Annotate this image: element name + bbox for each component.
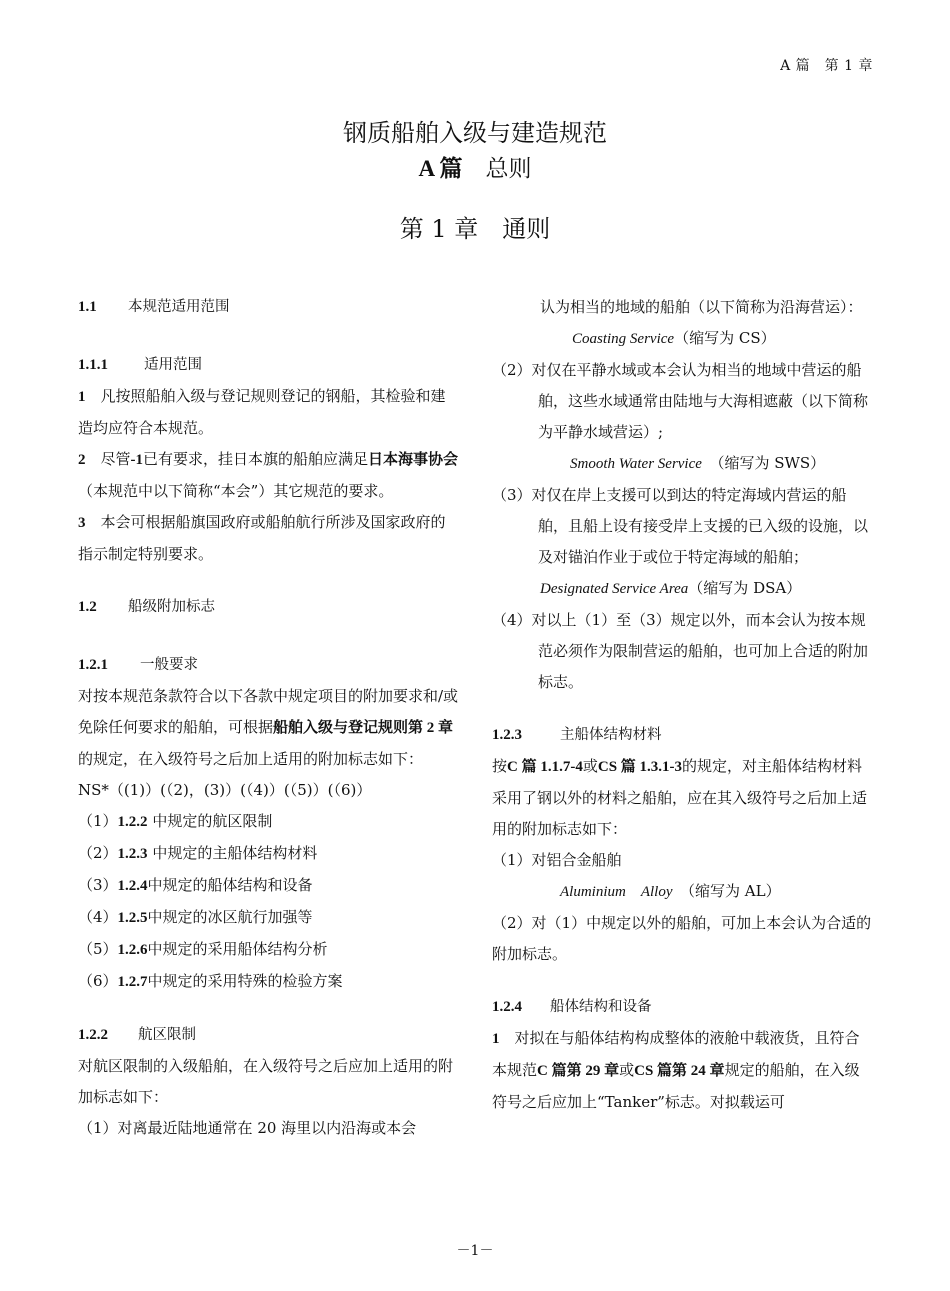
notation-item: （3）1.2.4中规定的船体结构和设备 [78, 876, 313, 894]
section-1-1-1-heading: 1.1.1 适用范围 [78, 357, 202, 373]
document-title: 钢质船舶入级与建造规范 [343, 119, 607, 147]
section-1-2-1-heading: 1.2.1 一般要求 [78, 657, 198, 673]
running-head: A 篇 第 1 章 [780, 58, 873, 74]
notation-item: （2）1.2.3 中规定的主船体结构材料 [78, 844, 318, 862]
part-title [0, 150, 950, 188]
material-item-1: （1）对铝合金船舶 [492, 851, 622, 869]
aluminium-notation: Aluminium Alloy （缩写为 AL） [560, 882, 781, 900]
notation-item: （6）1.2.7中规定的采用特殊的检验方案 [78, 972, 343, 990]
restriction-item-1: （1）对离最近陆地通常在 20 海里以内沿海或本会 [78, 1119, 417, 1137]
restriction-item-4: （4）对以上（1）至（3）规定以外，而本会认为按本规范必须作为限制营运的船舶，也可加上合适的附加标志。 [492, 611, 869, 691]
paragraph-1: 1 凡按照船舶入级与登记规则登记的钢船，其检验和建造均应符合本规范。 [78, 387, 446, 437]
designated-area-notation: Designated Service Area（缩写为 DSA） [540, 579, 802, 597]
material-item-2: （2）对（1）中规定以外的船舶，可加上本会认为合适的附加标志。 [492, 914, 872, 963]
right-column [492, 292, 874, 1118]
restriction-paragraph: 对航区限制的入级船舶，在入级符号之后应加上适用的附加标志如下： [78, 1057, 454, 1106]
title-block [0, 116, 950, 249]
equipment-paragraph-1: 1 对拟在与船体结构构成整体的液舱中载液货，且符合本规范C 篇第 29 章或CS 篇第 24 章规定的船舶，在入级符号之后应加上“Tanker”标志。对拟载运可 [492, 1029, 860, 1111]
notation-item: （5）1.2.6中规定的采用船体结构分析 [78, 940, 328, 958]
part-name: 总则 [485, 156, 532, 182]
section-1-2-2-heading: 1.2.2 航区限制 [78, 1027, 196, 1043]
chapter-title: 第 1 章 通则 [399, 215, 551, 243]
section-1-2-4-heading: 1.2.4 船体结构和设备 [492, 999, 652, 1015]
restriction-item-3: （3）对仅在岸上支援可以到达的特定海域内营运的船舶，且船上设有接受岸上支援的已入级的设施，以及对锚泊作业于或位于特定海域的船舶； [492, 486, 869, 566]
paragraph-3: 3 本会可根据船旗国政府或船舶航行所涉及国家政府的指示制定特别要求。 [78, 513, 446, 563]
section-1-2-heading: 1.2 船级附加标志 [78, 599, 215, 615]
section-1-2-3-heading: 1.2.3 主船体结构材料 [492, 727, 662, 743]
notation-item: （4）1.2.5中规定的冰区航行加强等 [78, 908, 313, 926]
coasting-service-notation: Coasting Service（缩写为 CS） [572, 329, 776, 347]
left-column [78, 292, 460, 1144]
notation-item: （1）1.2.2 中规定的航区限制 [78, 812, 273, 830]
paragraph-2: 2 尽管-1已有要求，挂日本旗的船舶应满足日本海事协会（本规范中以下简称“本会”）其它规范的要求。 [78, 450, 459, 500]
material-paragraph: 按C 篇 1.1.7-4或CS 篇 1.3.1-3的规定，对主船体结构材料采用了钢以外的材料之船舶，应在其入级符号之后加上适用的附加标志如下： [492, 757, 868, 838]
part-label: A 篇 [418, 156, 463, 181]
smooth-water-notation: Smooth Water Service （缩写为 SWS） [570, 454, 826, 472]
general-paragraph: 对按本规范条款符合以下各款中规定项目的附加要求和/或免除任何要求的船舶，可根据船舶入级与登记规则第 2 章的规定，在入级符号之后加上适用的附加标志如下： [78, 687, 459, 768]
page-number: －1－ [456, 1243, 494, 1259]
restriction-item-2: （2）对仅在平静水域或本会认为相当的地域中营运的船舶，这些水域通常由陆地与大海相遮蔽（以下简称为平静水域营运）; [492, 361, 869, 441]
restriction-item-1-continued: 认为相当的地域的船舶（以下简称为沿海营运）： [540, 298, 863, 316]
section-1-1-heading: 1.1 本规范适用范围 [78, 299, 230, 315]
notation-line: NS*（(1)）(（2)，(3)）(（4)）(（5)）(（6)） [78, 781, 372, 799]
